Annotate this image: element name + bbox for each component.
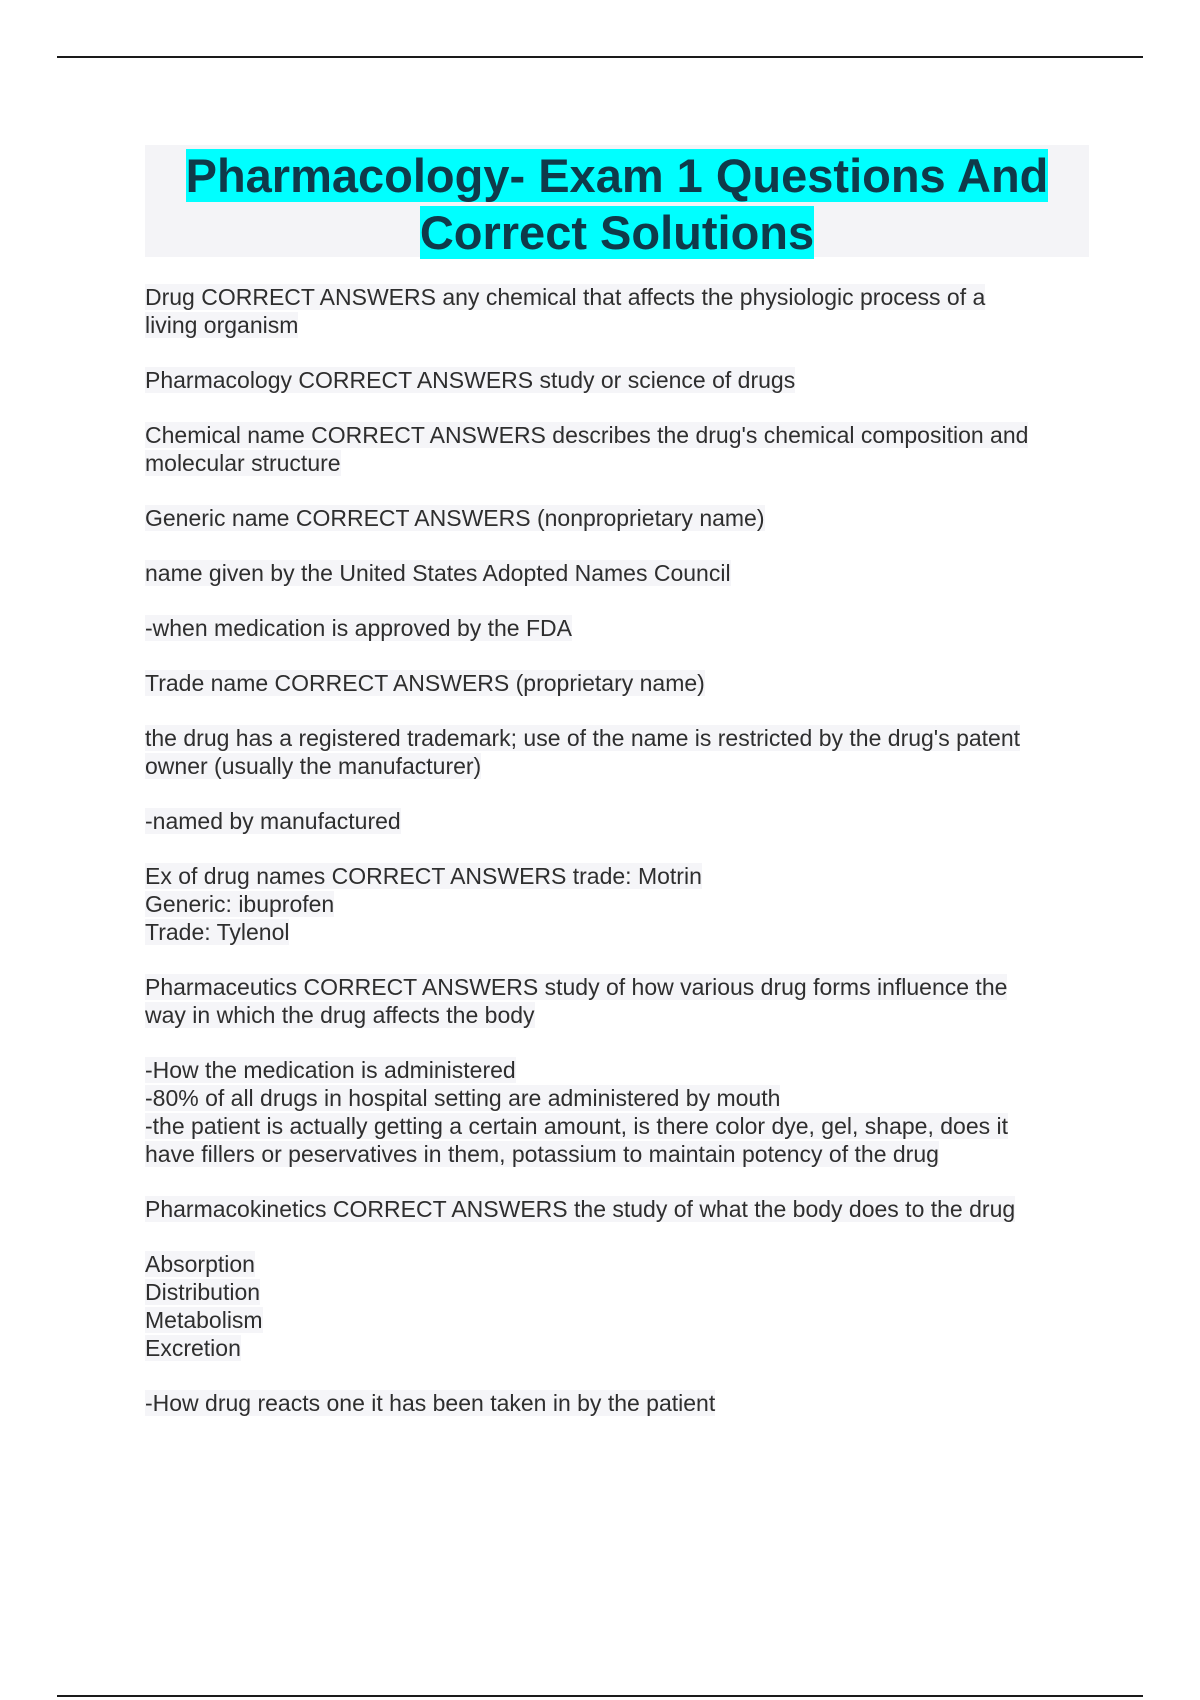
text-line: [145, 1112, 1089, 1140]
text-line: [145, 1250, 1089, 1278]
text-line-content: molecular structure: [145, 450, 341, 476]
text-line-content: Pharmaceutics CORRECT ANSWERS study of how various drug forms influence the: [145, 974, 1008, 1000]
qa-paragraph: [145, 807, 1089, 835]
text-line-content: -the patient is actually getting a certain amount, is there color dye, gel, shape, does it: [145, 1113, 1008, 1139]
text-line: [145, 1001, 1089, 1029]
text-line: [145, 559, 1089, 587]
text-line-content: owner (usually the manufacturer): [145, 753, 482, 779]
text-line-content: Ex of drug names CORRECT ANSWERS trade: Motrin: [145, 863, 702, 889]
text-line-content: Chemical name CORRECT ANSWERS describes the drug's chemical composition and: [145, 422, 1029, 448]
text-line: [145, 973, 1089, 1001]
text-line-content: Distribution: [145, 1279, 261, 1305]
qa-paragraph: [145, 614, 1089, 642]
text-line: [145, 669, 1089, 697]
text-line-content: Excretion: [145, 1335, 241, 1361]
qa-paragraph: [145, 724, 1089, 780]
text-line-content: have fillers or peservatives in them, potassium to maintain potency of the drug: [145, 1141, 939, 1167]
document-title: [145, 145, 1089, 261]
text-line: [145, 449, 1089, 477]
qa-paragraph: [145, 1389, 1089, 1417]
text-line: [145, 890, 1089, 918]
text-line: [145, 1334, 1089, 1362]
text-line: [145, 862, 1089, 890]
text-line: [145, 724, 1089, 752]
text-line-content: Metabolism: [145, 1307, 263, 1333]
document-body: [145, 283, 1089, 1444]
text-line: [145, 366, 1089, 394]
text-line-content: Drug CORRECT ANSWERS any chemical that affects the physiologic process of a: [145, 284, 986, 310]
text-line: [145, 421, 1089, 449]
text-line: [145, 311, 1089, 339]
qa-paragraph: [145, 559, 1089, 587]
text-line-content: -named by manufactured: [145, 808, 401, 834]
text-line: [145, 807, 1089, 835]
text-line: [145, 1056, 1089, 1084]
text-line-content: -when medication is approved by the FDA: [145, 615, 572, 641]
text-line: [145, 1306, 1089, 1334]
text-line-content: Generic name CORRECT ANSWERS (nonproprietary name): [145, 505, 765, 531]
text-line-content: name given by the United States Adopted Names Council: [145, 560, 731, 586]
qa-paragraph: [145, 669, 1089, 697]
qa-paragraph: [145, 504, 1089, 532]
text-line-content: Trade name CORRECT ANSWERS (proprietary name): [145, 670, 705, 696]
title-block: [145, 145, 1089, 257]
text-line-content: Trade: Tylenol: [145, 919, 290, 945]
qa-paragraph: [145, 1056, 1089, 1168]
text-line-content: Pharmacokinetics CORRECT ANSWERS the study of what the body does to the drug: [145, 1196, 1016, 1222]
qa-paragraph: [145, 1250, 1089, 1362]
text-line: [145, 1140, 1089, 1168]
text-line: [145, 1195, 1089, 1223]
text-line: [145, 614, 1089, 642]
text-line: [145, 752, 1089, 780]
text-line-content: Absorption: [145, 1251, 255, 1277]
text-line: [145, 1084, 1089, 1112]
qa-paragraph: [145, 366, 1089, 394]
text-line-content: Pharmacology CORRECT ANSWERS study or science of drugs: [145, 367, 796, 393]
text-line: [145, 918, 1089, 946]
qa-paragraph: [145, 1195, 1089, 1223]
qa-paragraph: [145, 862, 1089, 946]
text-line-content: the drug has a registered trademark; use of the name is restricted by the drug's patent: [145, 725, 1021, 751]
text-line-content: -How the medication is administered: [145, 1057, 516, 1083]
text-line: [145, 1389, 1089, 1417]
qa-paragraph: [145, 283, 1089, 339]
text-line-content: -80% of all drugs in hospital setting are administered by mouth: [145, 1085, 781, 1111]
title-line-2: Correct Solutions: [419, 206, 815, 259]
text-line-content: Generic: ibuprofen: [145, 891, 335, 917]
text-line-content: -How drug reacts one it has been taken in by the patient: [145, 1390, 716, 1416]
qa-paragraph: [145, 421, 1089, 477]
top-rule: [57, 56, 1143, 58]
text-line-content: living organism: [145, 312, 299, 338]
text-line: [145, 283, 1089, 311]
qa-paragraph: [145, 973, 1089, 1029]
text-line: [145, 1278, 1089, 1306]
text-line-content: way in which the drug affects the body: [145, 1002, 535, 1028]
title-line-1: Pharmacology- Exam 1 Questions And: [185, 149, 1049, 202]
bottom-rule: [57, 1695, 1143, 1697]
text-line: [145, 504, 1089, 532]
